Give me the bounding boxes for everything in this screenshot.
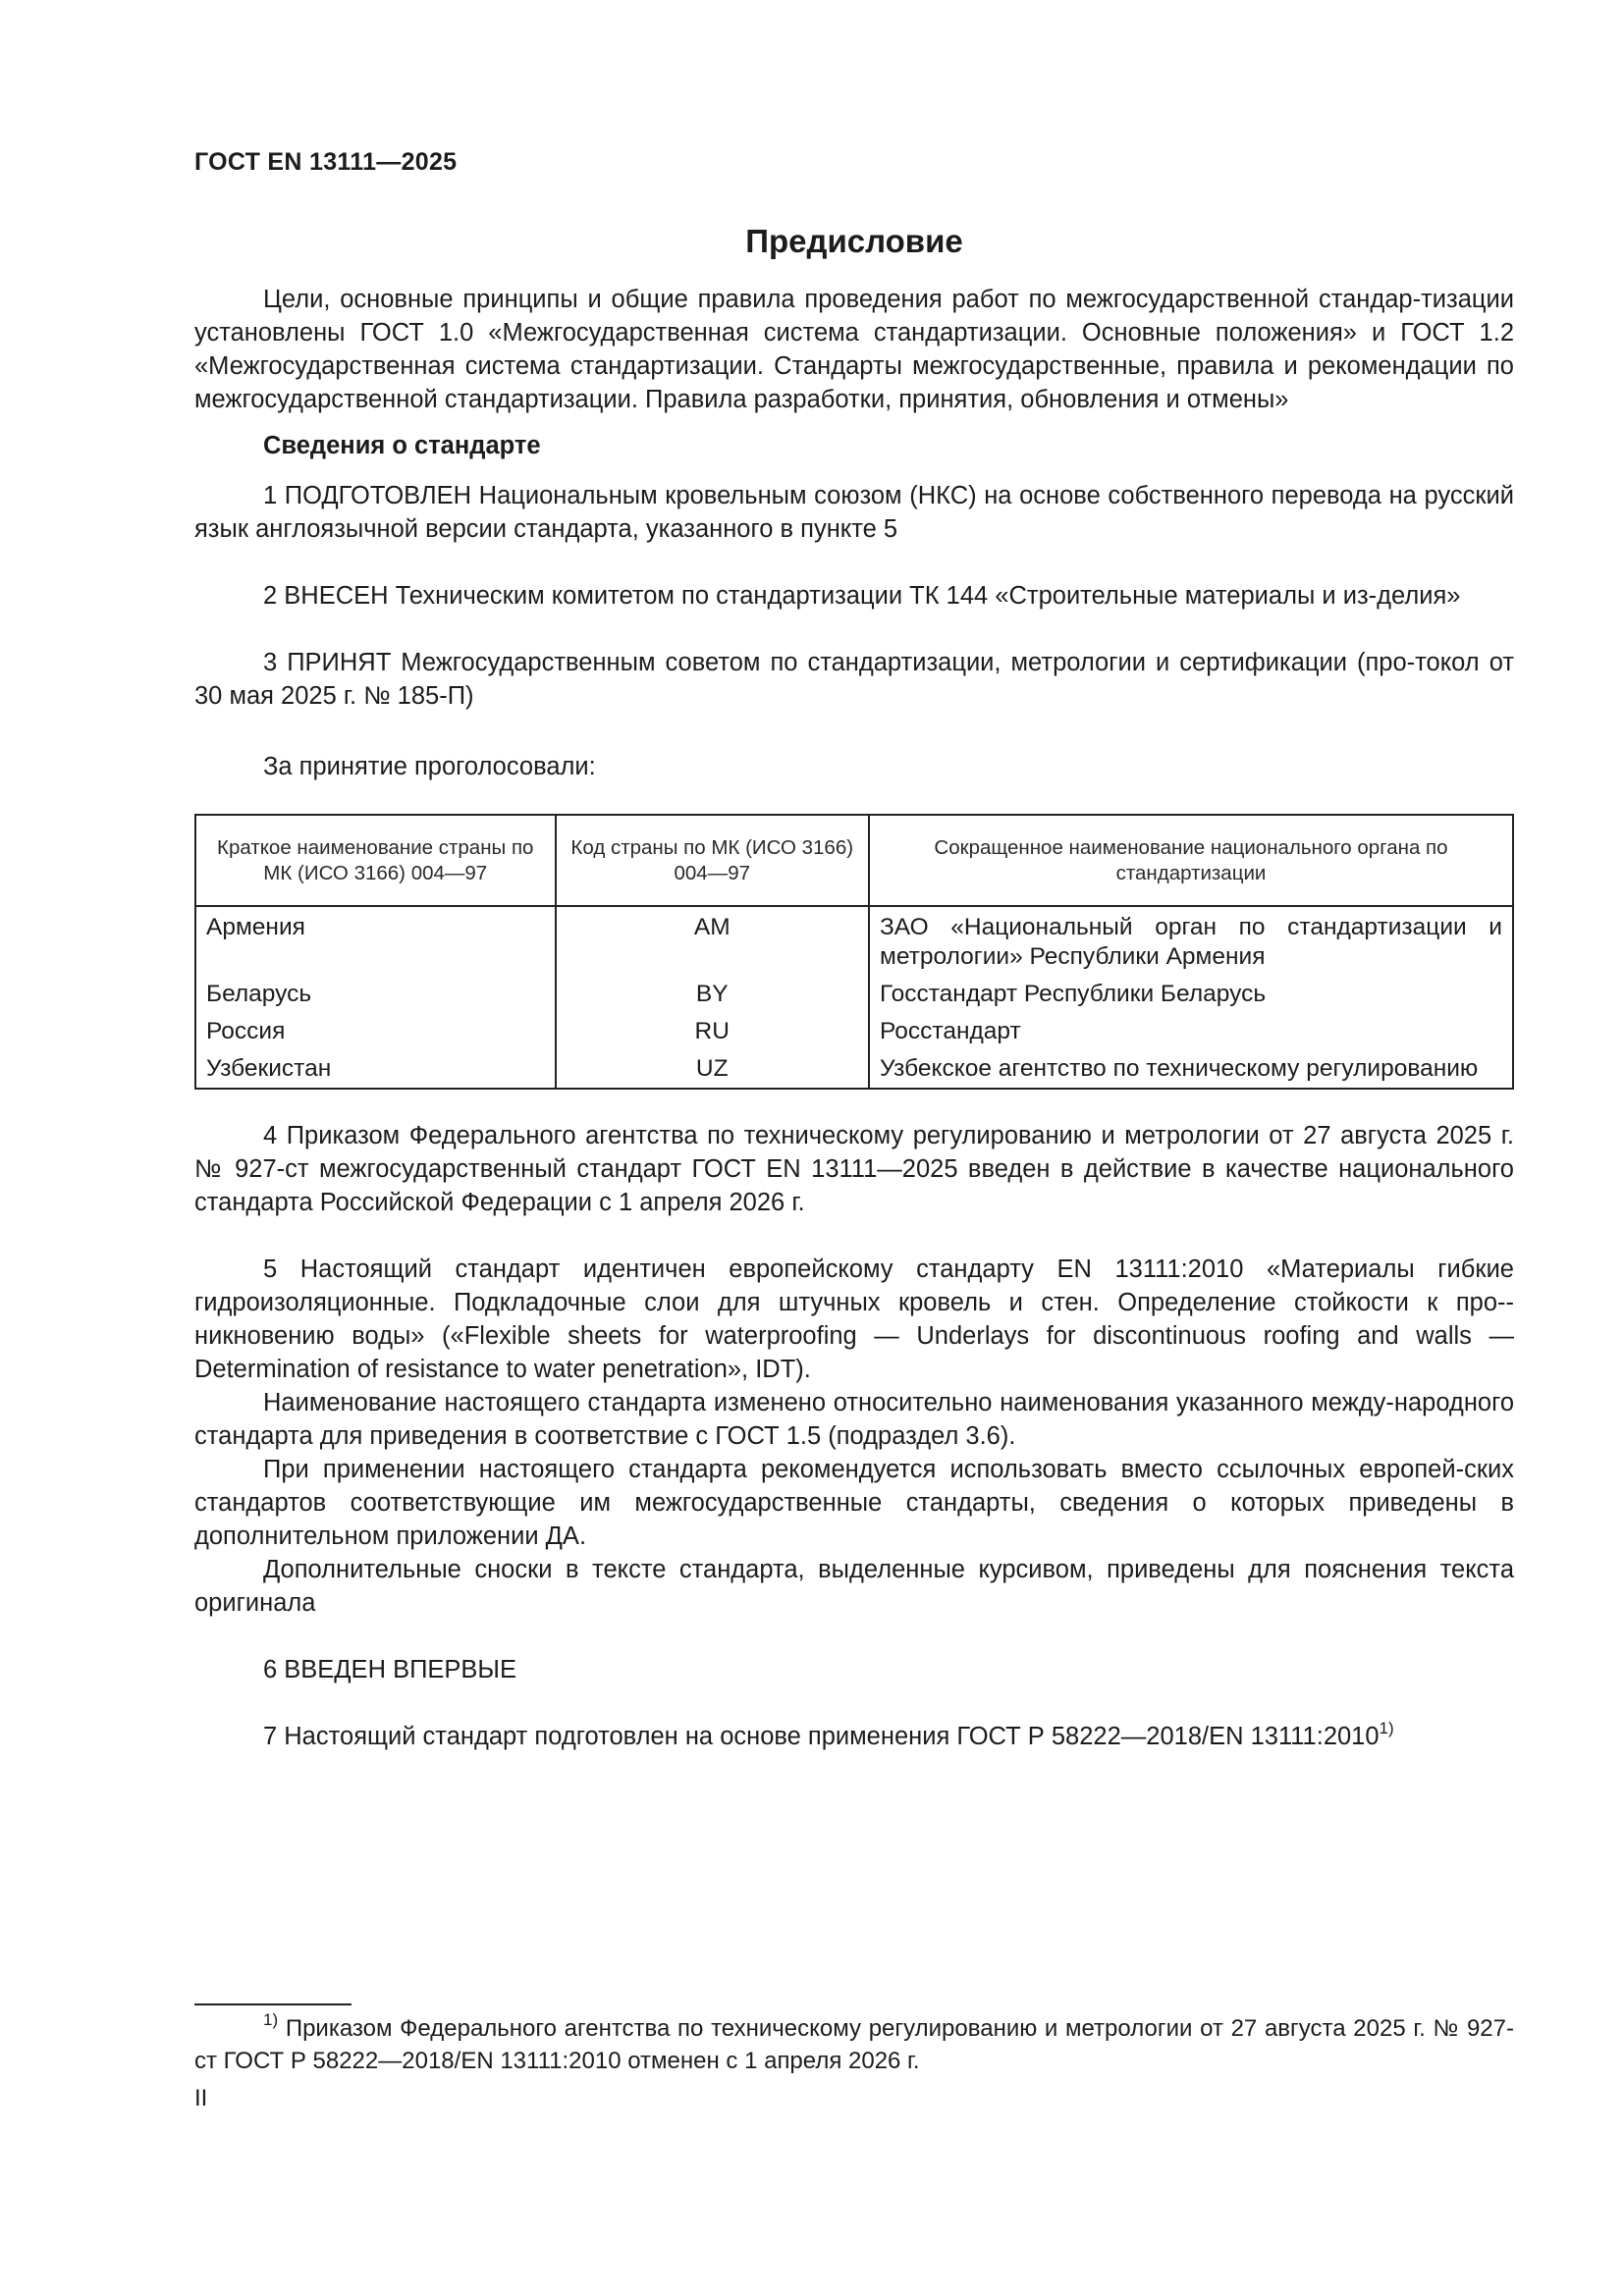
item-2-introduced: 2 ВНЕСЕН Техническим комитетом по стандартизации ТК 144 «Строительные материалы и из-делия»: [263, 582, 1461, 610]
cell-body: Госстандарт Республики Беларусь: [869, 976, 1513, 1013]
cell-body: Узбекское агентство по техническому регулированию: [869, 1050, 1513, 1089]
cell-body: Росстандарт: [869, 1013, 1513, 1050]
item-7-text: 7 Настоящий стандарт подготовлен на основе применения ГОСТ Р 58222—2018/EN 13111:2010: [263, 1723, 1380, 1750]
cell-code: RU: [556, 1013, 869, 1050]
cell-country: Беларусь: [195, 976, 556, 1013]
item-3-adopted: 3 ПРИНЯТ Межгосударственным советом по стандартизации, метрологии и сертификации (про-токол от 30 мая 2025 г. № 185-П): [194, 649, 1514, 710]
header-national-body: Сокращенное наименование национального органа по стандартизации: [869, 815, 1513, 906]
cell-country: Армения: [195, 906, 556, 976]
intro-paragraph: Цели, основные принципы и общие правила проведения работ по межгосударственной стандар-тизации установлены ГОСТ 1.0 «Межгосударственная система стандартизации. Основные положения» и ГОСТ 1.2 «Межгосударственная система стандартизации. Стандарты межгосударственные, правила и рекомендации по межгосударственной стандартизации. Правила разработки, принятия, обновления и отмены»: [194, 286, 1514, 413]
footnote-reference: 1): [1379, 1718, 1394, 1737]
footnote-divider: [194, 2003, 352, 2005]
document-code-header: ГОСТ EN 13111—2025: [194, 148, 458, 176]
item-7-based-on: [194, 1720, 1514, 1753]
item-1-prepared: 1 ПОДГОТОВЛЕН Национальным кровельным союзом (НКС) на основе собственного перевода на русский язык англоязычной версии стандарта, указанного в пункте 5: [194, 482, 1514, 543]
page-number: II: [194, 2085, 208, 2111]
footnote: [194, 2012, 1514, 2077]
item-6-first-introduced: 6 ВВЕДЕН ВПЕРВЫЕ: [263, 1656, 517, 1683]
table-row: [195, 976, 1513, 1013]
table-row: [195, 1050, 1513, 1089]
cell-country: Россия: [195, 1013, 556, 1050]
item-5-footnotes-note: Дополнительные сноски в тексте стандарта, выделенные курсивом, приведены для пояснения текста оригинала: [194, 1556, 1514, 1617]
item-5-name-change: Наименование настоящего стандарта изменено относительно наименования указанного между-народного стандарта для приведения в соответствие с ГОСТ 1.5 (подраздел 3.6).: [194, 1389, 1514, 1450]
item-5-references: При применении настоящего стандарта рекомендуется использовать вместо ссылочных европей-ских стандартов соответствующие им межгосударственные стандарты, сведения о которых приведены в дополнительном приложении ДА.: [194, 1456, 1514, 1550]
item-5-identical: 5 Настоящий стандарт идентичен европейскому стандарту EN 13111:2010 «Материалы гибкие гидроизоляционные. Подкладочные слои для штучных кровель и стен. Определение стойкости к про-никновению воды» («Flexible sheets for waterproofing — Underlays for discontinuous roofing and walls — Determination of resistance to water penetration», IDT).: [194, 1255, 1514, 1383]
cell-code: AM: [556, 906, 869, 976]
item-4-order: 4 Приказом Федерального агентства по техническому регулированию и метрологии от 27 августа 2025 г. № 927-ст межгосударственный стандарт ГОСТ EN 13111—2025 введен в действие в качестве национального стандарта Российской Федерации с 1 апреля 2026 г.: [194, 1122, 1514, 1216]
footnote-text: Приказом Федерального агентства по техническому регулированию и метрологии от 27 августа 2025 г. № 927-ст ГОСТ Р 58222—2018/EN 13111:2010 отменен с 1 апреля 2026 г.: [194, 2015, 1514, 2074]
table-row: [195, 906, 1513, 976]
votes-intro: За принятие проголосовали:: [263, 753, 596, 780]
standard-info-heading: Сведения о стандарте: [263, 432, 541, 459]
voting-countries-table: [194, 814, 1514, 1090]
header-country-code: Код страны по МК (ИСО 3166) 004—97: [556, 815, 869, 906]
foreword-body: [194, 283, 1514, 1753]
cell-code: UZ: [556, 1050, 869, 1089]
table-row: [195, 1013, 1513, 1050]
table-header-row: [195, 815, 1513, 906]
cell-country: Узбекистан: [195, 1050, 556, 1089]
footnote-number: 1): [263, 2010, 279, 2029]
cell-code: BY: [556, 976, 869, 1013]
header-country-name: Краткое наименование страны по МК (ИСО 3166) 004—97: [195, 815, 556, 906]
cell-body: ЗАО «Национальный орган по стандартизации и метрологии» Республики Армения: [869, 906, 1513, 976]
page-title: Предисловие: [745, 223, 963, 259]
